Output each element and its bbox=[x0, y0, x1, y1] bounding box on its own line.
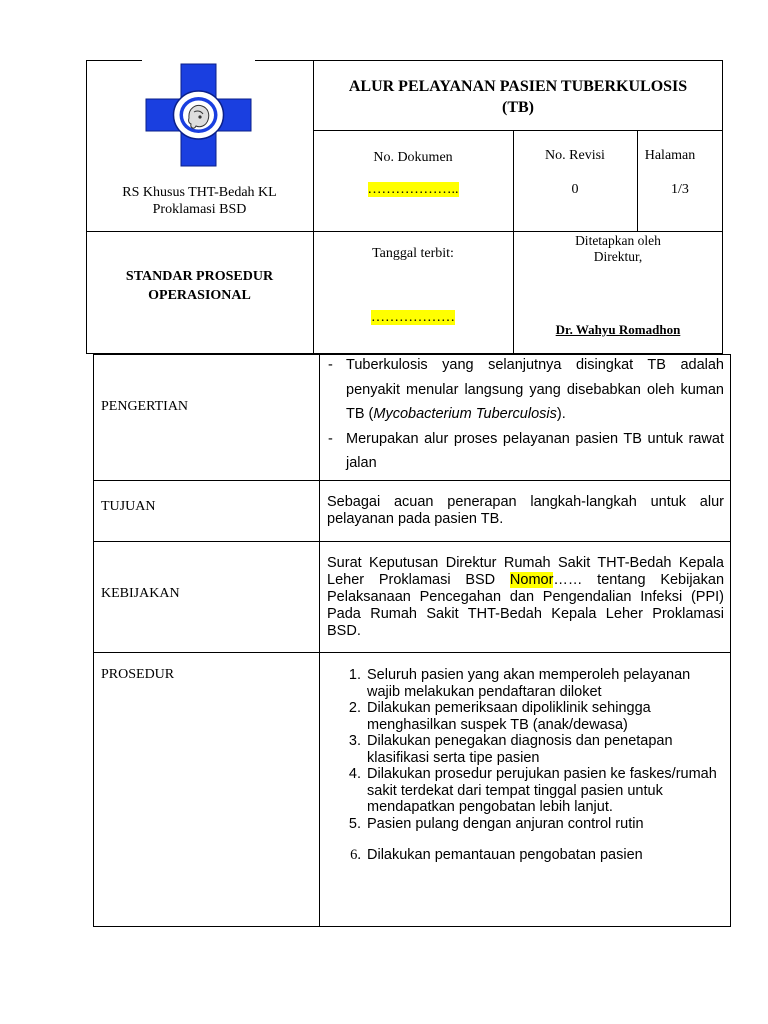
kebijakan-text-a: Surat Keputusan Direktur Rumah Sakit THT-Bedah Kepala Leher Proklamasi BSD bbox=[327, 555, 724, 588]
row-divider-3 bbox=[93, 652, 731, 653]
director-name: Dr. Wahyu Romadhon bbox=[555, 322, 681, 337]
label-tujuan: TUJUAN bbox=[101, 499, 156, 514]
page-label: Halaman bbox=[644, 148, 696, 163]
issue-date-label: Tanggal terbit: bbox=[372, 246, 454, 261]
page-value: 1/3 bbox=[671, 182, 689, 197]
label-pengertian: PENGERTIAN bbox=[101, 399, 189, 414]
title-line-2: (TB) bbox=[502, 99, 534, 116]
pengertian-item-1-end: ). bbox=[556, 406, 566, 422]
hospital-location: Proklamasi BSD bbox=[152, 202, 247, 217]
revision-label: No. Revisi bbox=[545, 148, 605, 163]
issue-date-value-wrap bbox=[313, 310, 513, 326]
content-bottom-border bbox=[93, 926, 731, 927]
title-line-1: ALUR PELAYANAN PASIEN TUBERKULOSIS bbox=[348, 78, 688, 95]
prosedur-list bbox=[343, 667, 725, 864]
pengertian-item-1-italic: Mycobacterium Tuberculosis bbox=[373, 406, 557, 422]
doc-no-label: No. Dokumen bbox=[373, 150, 453, 165]
prosedur-step: 1. Seluruh pasien yang akan memperoleh pelayanan wajib melakukan pendaftaran diloket bbox=[348, 667, 691, 700]
page-title bbox=[313, 76, 723, 118]
sop-title bbox=[86, 267, 313, 305]
doc-no-value-wrap bbox=[313, 182, 513, 198]
approved-line-2: Direktur, bbox=[593, 249, 643, 264]
revision-value: 0 bbox=[571, 182, 579, 197]
content-col-divider bbox=[319, 354, 320, 927]
header-col-divider-3 bbox=[637, 130, 638, 231]
hospital-name-block bbox=[86, 184, 313, 218]
doc-no-value: ……………….. bbox=[367, 182, 459, 197]
header-middle-divider bbox=[86, 231, 723, 232]
issue-date-value: ……………… bbox=[371, 310, 455, 325]
sop-line-1: STANDAR PROSEDUR bbox=[125, 269, 274, 284]
prosedur-step: 6. Dilakukan pemantauan pengobatan pasien bbox=[350, 847, 643, 863]
pengertian-item-1: - Tuberkulosis yang selanjutnya disingkat TB adalah penyakit menular langsung yang disebabkan oleh kuman TB (Mycobacterium Tuberculosis). bbox=[328, 357, 724, 422]
hospital-name: RS Khusus THT-Bedah KL bbox=[122, 185, 277, 200]
prosedur-step: 4. Dilakukan prosedur perujukan pasien ke faskes/rumah sakit terdekat dari tempat tinggal pasien untuk mendapatkan pengobatan lebih lanjut. bbox=[348, 766, 717, 815]
header-top-border-right bbox=[255, 60, 723, 61]
content-left-border bbox=[93, 354, 94, 927]
header-top-border-left bbox=[86, 60, 142, 61]
kebijakan-text bbox=[327, 555, 724, 640]
row-divider-1 bbox=[93, 480, 731, 481]
kebijakan-nomor: Nomor bbox=[509, 572, 554, 588]
pengertian-item-1-text: Tuberkulosis yang selanjutnya disingkat TB adalah penyakit menular langsung yang disebabkan oleh kuman TB ( bbox=[346, 357, 724, 422]
prosedur-step: 2. Dilakukan pemeriksaan dipoliklinik sehingga menghasilkan suspek TB (anak/dewasa) bbox=[348, 700, 651, 733]
label-prosedur: PROSEDUR bbox=[101, 667, 175, 682]
hospital-logo bbox=[142, 60, 255, 170]
content-right-border bbox=[730, 354, 731, 927]
prosedur-step: 5. Pasien pulang dengan anjuran control rutin bbox=[348, 815, 644, 832]
pengertian-content bbox=[328, 353, 724, 476]
title-divider bbox=[313, 130, 723, 131]
pengertian-item-2: - Merupakan alur proses pelayanan pasien TB untuk rawat jalan bbox=[328, 427, 724, 476]
approval-block bbox=[513, 233, 723, 265]
row-divider-2 bbox=[93, 541, 731, 542]
label-kebijakan: KEBIJAKAN bbox=[101, 586, 180, 601]
kebijakan-text-b: …… tentang Kebijakan Pelaksanaan Pencegahan dan Pengendalian Infeksi (PPI) Pada Rumah Sakit THT-Bedah Kepala Leher Proklamasi BSD. bbox=[327, 572, 725, 639]
pengertian-item-2-text: Merupakan alur proses pelayanan pasien TB untuk rawat jalan bbox=[346, 430, 724, 471]
tujuan-text: Sebagai acuan penerapan langkah-langkah untuk alur pelayanan pada pasien TB. bbox=[327, 494, 724, 527]
sop-line-2: OPERASIONAL bbox=[148, 288, 251, 303]
approved-line-1: Ditetapkan oleh bbox=[575, 233, 661, 248]
prosedur-step: 3. Dilakukan penegakan diagnosis dan penetapan klasifikasi serta tipe pasien bbox=[348, 733, 673, 766]
